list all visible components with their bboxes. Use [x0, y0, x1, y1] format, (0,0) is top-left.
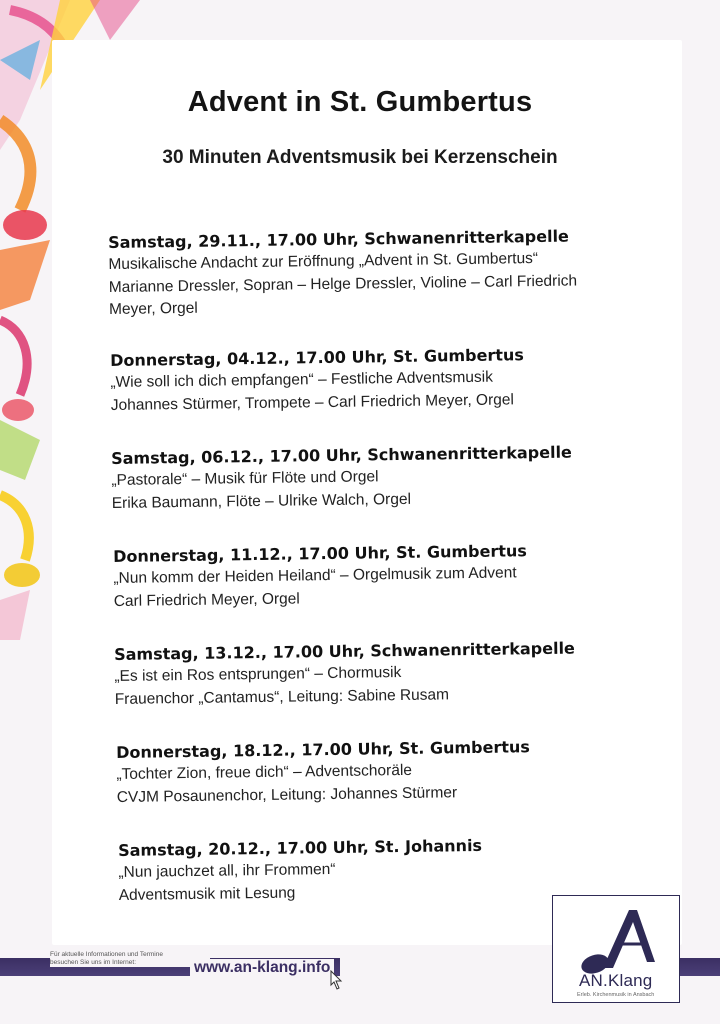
event-5 [114, 636, 675, 711]
event-heading: Samstag, 20.12., 17.00 Uhr, St. Johannis [118, 835, 483, 860]
event-heading: Donnerstag, 04.12., 17.00 Uhr, St. Gumbertus [110, 345, 524, 370]
cursor-hand-icon [329, 970, 343, 990]
event-6 [116, 734, 677, 809]
event-1 [108, 224, 669, 321]
page-title: Advent in St. Gumbertus [187, 86, 533, 118]
event-heading: Donnerstag, 18.12., 17.00 Uhr, St. Gumbertus [116, 737, 530, 762]
event-line: „Tochter Zion, freue dich“ – Adventschoräle [116, 761, 413, 783]
event-line: „Nun komm der Heiden Heiland“ – Orgelmusik zum Advent [113, 564, 517, 587]
page-subtitle: 30 Minuten Adventsmusik bei Kerzenschein [162, 147, 558, 168]
event-heading: Donnerstag, 11.12., 17.00 Uhr, St. Gumbertus [113, 541, 527, 566]
event-line: „Wie soll ich dich empfangen“ – Festliche Adventsmusik [110, 368, 494, 391]
event-line: „Pastorale“ – Musik für Flöte und Orgel [111, 468, 379, 489]
event-line: Musikalische Andacht zur Eröffnung „Advent in St. Gumbertus“ [108, 249, 539, 273]
event-line: Marianne Dressler, Sopran – Helge Dressler, Violine – Carl Friedrich [108, 271, 578, 296]
event-heading: Samstag, 06.12., 17.00 Uhr, Schwanenritterkapelle [111, 442, 572, 468]
event-line: Erika Baumann, Flöte – Ulrike Walch, Orgel [111, 490, 412, 512]
footer-note-line: Für aktuelle Informationen und Termine [50, 951, 163, 958]
event-heading: Samstag, 13.12., 17.00 Uhr, Schwanenritterkapelle [114, 638, 575, 664]
event-2 [110, 342, 671, 417]
logo-note-mark [563, 904, 671, 976]
website-link[interactable]: www.an-klang.info [190, 959, 334, 977]
event-line: „Nun jauchzet all, ihr Frommen“ [118, 860, 336, 881]
event-line: Frauenchor „Cantamus“, Leitung: Sabine Rusam [114, 685, 450, 708]
logo-wordmark: AN.Klang [579, 971, 653, 990]
footer-note [50, 951, 210, 967]
event-line: Carl Friedrich Meyer, Orgel [113, 589, 300, 610]
logo-tagline: Erleb. Kirchenmusik in Ansbach [577, 992, 655, 998]
event-line: „Es ist ein Ros entsprungen“ – Chormusik [114, 663, 402, 685]
event-4 [113, 538, 674, 613]
event-line: Adventsmusik mit Lesung [118, 884, 296, 904]
event-heading: Samstag, 29.11., 17.00 Uhr, Schwanenritterkapelle [108, 226, 569, 252]
event-3 [111, 440, 672, 515]
an-klang-logo [552, 895, 680, 1003]
footer-note-line: besuchen Sie uns im Internet: [50, 959, 136, 966]
event-line: Meyer, Orgel [108, 299, 198, 318]
event-line: Johannes Stürmer, Trompete – Carl Friedrich Meyer, Orgel [110, 390, 515, 414]
event-line: CVJM Posaunenchor, Leitung: Johannes Stürmer [116, 783, 458, 806]
